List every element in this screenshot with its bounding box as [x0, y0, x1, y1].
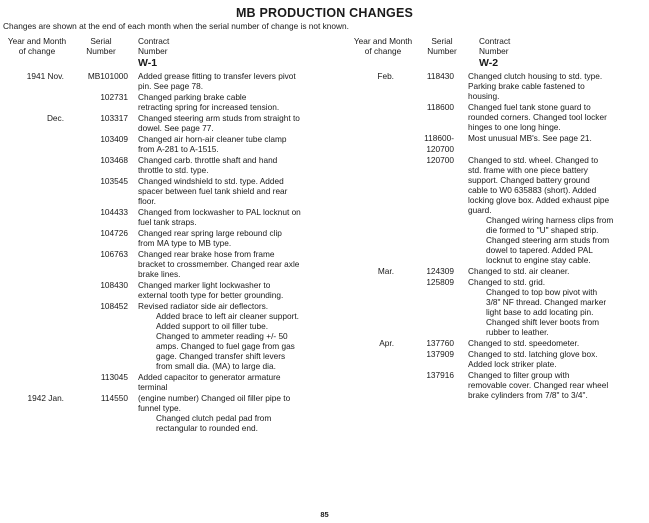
entry-description: [468, 370, 647, 400]
description-line: Changed from lockwasher to PAL locknut on: [138, 207, 301, 217]
description-line: Changed rear brake hose from frame: [138, 249, 275, 259]
entry-year-month: [0, 176, 64, 206]
entry-row: [0, 301, 322, 371]
description-line: Changed to std. speedometer.: [468, 338, 580, 348]
entry-year-month: [0, 134, 64, 154]
header-serial: Serial Number: [427, 36, 457, 56]
entry-serial-number: MB101000: [87, 71, 128, 81]
entry-serial-number: 114550: [100, 393, 128, 403]
entry-serial-number: 103545: [100, 176, 128, 186]
entry-row: [327, 338, 647, 348]
entry-year-month: [0, 92, 64, 112]
header-serial: Serial Number: [86, 36, 116, 56]
entry-year-month: [0, 249, 64, 279]
description-indented-line: amps. Changed to fuel gage from gas: [156, 341, 295, 351]
entry-serial-number: 102731: [100, 92, 128, 102]
entry-serial-number: 124309: [426, 266, 454, 276]
entries-w1: [0, 71, 322, 433]
description-indented-line: Added support to oil filler tube.: [156, 321, 269, 331]
description-line: retracting spring for increased tension.: [138, 102, 280, 112]
description-indented-line: Changed to ammeter reading +/- 50: [156, 331, 288, 341]
description-line: Changed clutch housing to std. type.: [468, 71, 603, 81]
entries-w2: [327, 71, 647, 400]
entry-year-month: [0, 301, 64, 371]
entry-serial-number: 108430: [100, 280, 128, 290]
header-contract: Contract Number: [479, 36, 511, 56]
entry-row: [0, 92, 322, 112]
description-line: Added lock striker plate.: [468, 359, 557, 369]
description-line: dowel. See page 77.: [138, 123, 214, 133]
entry-description: [138, 71, 322, 91]
description-line: funnel type.: [138, 403, 181, 413]
entry-year-month: 1942 Jan.: [27, 393, 64, 403]
entry-serial-number: 120700: [426, 155, 454, 165]
description-line: Changed windshield to std. type. Added: [138, 176, 284, 186]
entry-year-month: 1941 Nov.: [26, 71, 64, 81]
entry-description: [468, 349, 647, 369]
entry-description: [468, 338, 647, 348]
entry-year-month: [327, 370, 394, 400]
entry-year-month: [327, 144, 394, 154]
description-line: guard.: [468, 205, 492, 215]
entry-row: [0, 134, 322, 154]
description-line: brake lines.: [138, 269, 181, 279]
description-line: Changed parking brake cable: [138, 92, 247, 102]
entry-description: [138, 176, 322, 206]
entry-description: [468, 155, 647, 265]
description-indented-line: from small dia. (MA) to large dia.: [156, 361, 276, 371]
description-line: fuel tank straps.: [138, 217, 197, 227]
description-indented-line: gage. Changed transfer shift levers: [156, 351, 286, 361]
description-line: cable to W0 635883 (short). Added: [468, 185, 597, 195]
header-contract: Contract Number: [138, 36, 170, 56]
description-line: from MA type to MB type.: [138, 238, 232, 248]
description-line: Added grease fitting to transfer levers pivot: [138, 71, 296, 81]
entry-row: [0, 71, 322, 91]
description-line: Changed marker light lockwasher to: [138, 280, 271, 290]
description-indented-line: dowel to tapered. Added PAL: [486, 245, 593, 255]
entry-serial-number: 118600: [426, 102, 454, 112]
column-headers: [327, 36, 647, 58]
entry-year-month: [0, 155, 64, 175]
entry-year-month: [327, 349, 394, 369]
right-column: [327, 36, 647, 506]
description-indented-line: rubber to leather.: [486, 327, 549, 337]
entry-row: [0, 207, 322, 227]
description-line: Changed to filter group with: [468, 370, 570, 380]
page-title: MB PRODUCTION CHANGES: [235, 6, 414, 20]
entry-year-month: [327, 155, 394, 265]
description-line: Changed carb. throttle shaft and hand: [138, 155, 278, 165]
description-line: bracket to crossmember. Changed rear axle: [138, 259, 300, 269]
entry-year-month: Apr.: [379, 338, 394, 348]
entry-year-month: [327, 133, 394, 143]
column-headers: [0, 36, 322, 58]
description-line: rounded corners. Changed tool locker: [468, 112, 607, 122]
entry-description: [138, 301, 322, 371]
description-indented-line: light base to add locating pin.: [486, 307, 594, 317]
entry-serial-number: 108452: [100, 301, 128, 311]
description-indented-line: Changed clutch pedal pad from: [156, 413, 272, 423]
entry-description: [138, 134, 322, 154]
entry-row: [0, 155, 322, 175]
entry-description: [138, 92, 322, 112]
entry-description: [468, 277, 647, 337]
entry-year-month: [0, 207, 64, 227]
entry-year-month: [327, 277, 394, 337]
entry-description: [138, 393, 322, 433]
entry-description: [138, 280, 322, 300]
description-line: pin. See page 78.: [138, 81, 204, 91]
entry-serial-number: 103468: [100, 155, 128, 165]
entry-year-month: Dec.: [46, 113, 64, 123]
entry-serial-number: 106763: [100, 249, 128, 259]
entry-serial-number: 103409: [100, 134, 128, 144]
description-line: hinges to one long hinge.: [468, 122, 561, 132]
description-line: Changed air horn-air cleaner tube clamp: [138, 134, 287, 144]
entry-row: [327, 102, 647, 132]
entry-year-month: [0, 280, 64, 300]
entry-row: [0, 372, 322, 392]
description-line: Changed rear spring large rebound clip: [138, 228, 282, 238]
left-column: [0, 36, 322, 506]
description-indented-line: Changed to top bow pivot with: [486, 287, 598, 297]
description-line: Parking brake cable fastened to: [468, 81, 585, 91]
entry-serial-number: 104726: [100, 228, 128, 238]
description-indented-line: rectangular to rounded end.: [156, 423, 258, 433]
entry-row: [0, 393, 322, 433]
description-line: Most unusual MB's. See page 21.: [468, 133, 592, 143]
entry-description: [468, 144, 647, 154]
description-indented-line: Changed wiring harness clips from: [486, 215, 614, 225]
description-line: (engine number) Changed oil filler pipe to: [138, 393, 291, 403]
entry-description: [468, 71, 647, 101]
description-line: std. frame with one piece battery: [468, 165, 588, 175]
entry-serial-number: 118430: [426, 71, 454, 81]
entry-year-month: [0, 228, 64, 248]
entry-row: [327, 71, 647, 101]
entry-description: [468, 133, 647, 143]
entry-description: [468, 102, 647, 132]
description-indented-line: die formed to "U" shaped strip.: [486, 225, 599, 235]
entry-row: [327, 370, 647, 400]
description-line: brake cylinders from 7/8" to 3/4".: [468, 390, 588, 400]
entry-serial-number: 125809: [426, 277, 454, 287]
entry-serial-number: 118600-: [424, 133, 454, 143]
entry-serial-number: 104433: [100, 207, 128, 217]
entry-row: [0, 249, 322, 279]
header-year-month: Year and Month of change: [7, 36, 67, 56]
entry-description: [138, 207, 322, 227]
description-line: terminal: [138, 382, 168, 392]
entry-row: [327, 277, 647, 337]
entry-serial-number: 137916: [426, 370, 454, 380]
description-line: spacer between fuel tank shield and rear: [138, 186, 288, 196]
entry-description: [138, 372, 322, 392]
entry-year-month: Mar.: [377, 266, 394, 276]
description-line: removable cover. Changed rear wheel: [468, 380, 609, 390]
entry-serial-number: 113045: [100, 372, 128, 382]
entry-serial-number: 137909: [426, 349, 454, 359]
entry-year-month: Feb.: [377, 71, 394, 81]
entry-row: [327, 349, 647, 369]
description-indented-line: locknut to engine stay cable.: [486, 255, 591, 265]
contract-label-w2: W-2: [479, 57, 499, 69]
entry-year-month: [0, 372, 64, 392]
contract-label-w1: W-1: [138, 57, 158, 69]
entry-row: [0, 113, 322, 133]
description-line: Added capacitor to generator armature: [138, 372, 281, 382]
description-line: housing.: [468, 91, 500, 101]
page-number: 85: [320, 510, 329, 519]
description-indented-line: Added brace to left air cleaner support.: [156, 311, 299, 321]
description-line: Changed fuel tank stone guard to: [468, 102, 591, 112]
entry-row: [0, 228, 322, 248]
entry-row: [0, 280, 322, 300]
description-line: Changed to std. air cleaner.: [468, 266, 570, 276]
entry-row: [327, 155, 647, 265]
entry-serial-number: 120700: [426, 144, 454, 154]
entry-row: [327, 266, 647, 276]
description-line: Changed to std. wheel. Changed to: [468, 155, 599, 165]
header-year-month: Year and Month of change: [353, 36, 413, 56]
entry-year-month: [327, 102, 394, 132]
description-line: throttle to std. type.: [138, 165, 209, 175]
entry-row: [0, 176, 322, 206]
description-line: support. Changed battery ground: [468, 175, 590, 185]
entry-row: [327, 133, 647, 143]
description-line: Revised radiator side air deflectors.: [138, 301, 269, 311]
entry-description: [138, 249, 322, 279]
entry-serial-number: 137760: [426, 338, 454, 348]
description-line: floor.: [138, 196, 156, 206]
description-indented-line: Changed shift lever boots from: [486, 317, 599, 327]
description-line: external tooth type for better grounding.: [138, 290, 284, 300]
description-indented-line: 3/8" NF thread. Changed marker: [486, 297, 607, 307]
description-line: from A-281 to A-1515.: [138, 144, 219, 154]
description-indented-line: Changed steering arm studs from: [486, 235, 610, 245]
description-line: locking glove box. Added exhaust pipe: [468, 195, 610, 205]
entry-description: [468, 266, 647, 276]
entry-row: [327, 144, 647, 154]
description-line: Changed to std. grid.: [468, 277, 546, 287]
entry-description: [138, 228, 322, 248]
description-line: Changed to std. latching glove box.: [468, 349, 598, 359]
entry-serial-number: 103317: [100, 113, 128, 123]
entry-description: [138, 155, 322, 175]
page-subtitle: Changes are shown at the end of each month when the serial number of change is not known.: [3, 21, 349, 31]
description-line: Changed steering arm studs from straight to: [138, 113, 300, 123]
entry-description: [138, 113, 322, 133]
